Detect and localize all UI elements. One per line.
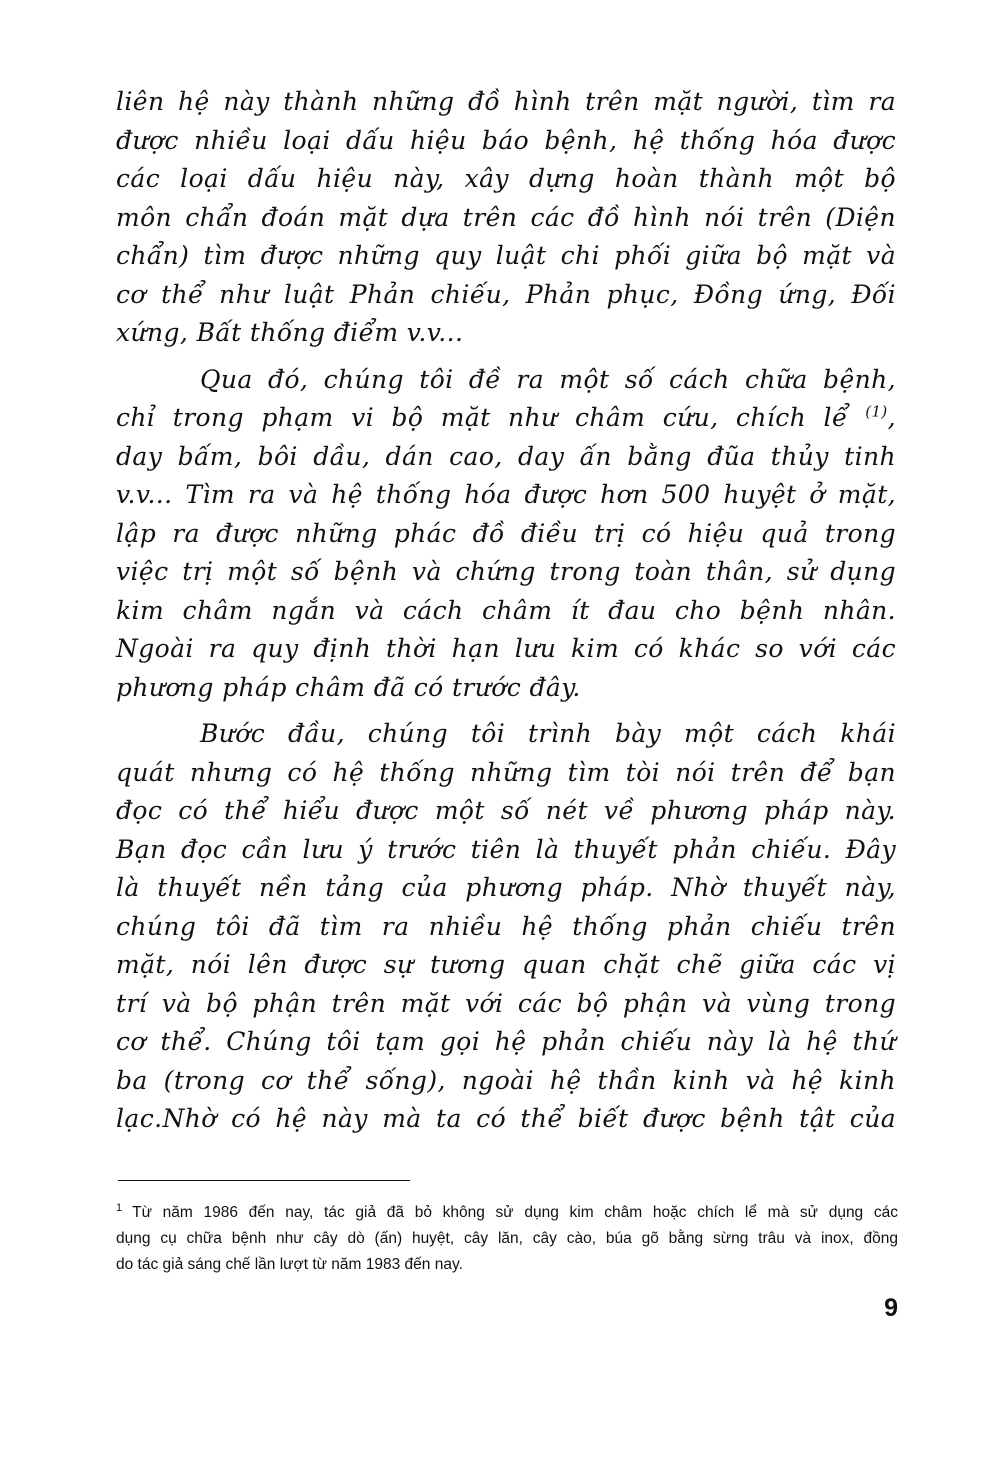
text-line: quát nhưng có hệ thống những tìm tòi nói trên để bạn	[116, 757, 896, 787]
footnote-line: dụng cụ chữa bệnh như cây dò (ấn) huyệt, cây lăn, cây cào, búa gõ bằng sừng trâu và inox, đồng	[116, 1230, 898, 1247]
text-line: liên hệ này thành những đồ hình trên mặt người, tìm ra	[116, 87, 896, 116]
main-text	[116, 83, 896, 1139]
text-line: ba (trong cơ thể sống), ngoài hệ thần kinh và hệ kinh	[116, 1065, 896, 1095]
footnote-line	[116, 1200, 898, 1226]
page-number: 9	[884, 1294, 898, 1322]
text-line: đọc có thể hiểu được một số nét về phương pháp này.	[116, 796, 896, 825]
text-line: day bấm, bôi dầu, dán cao, day ấn bằng đũa thủy tinh	[116, 441, 896, 471]
footnote-line: do tác giả sáng chế lần lượt từ năm 1983 đến nay.	[116, 1256, 463, 1273]
text-line: môn chẩn đoán mặt dựa trên các đồ hình nói trên (Diện	[116, 202, 896, 232]
text-line: mặt, nói lên được sự tương quan chặt chẽ giữa các vị	[116, 950, 896, 979]
text-line: Bạn đọc cần lưu ý trước tiên là thuyết phản chiếu. Đây	[116, 834, 896, 864]
footnote-divider	[118, 1180, 410, 1181]
text-line: là thuyết nền tảng của phương pháp. Nhờ thuyết này,	[116, 873, 896, 902]
text-line: chẩn) tìm được những quy luật chi phối giữa bộ mặt và	[116, 241, 896, 270]
text-line: Bước đầu, chúng tôi trình bày một cách khái	[200, 719, 896, 748]
footnote-reference[interactable]: (1)	[865, 402, 888, 421]
text-line: cơ thể. Chúng tôi tạm gọi hệ phản chiếu này là hệ thứ	[116, 1027, 896, 1056]
text-line: Qua đó, chúng tôi đề ra một số cách chữa bệnh,	[200, 364, 896, 394]
text-line: trí và bộ phận trên mặt với các bộ phận và vùng trong	[116, 988, 896, 1018]
text-line: chúng tôi đã tìm ra nhiều hệ thống phản chiếu trên	[116, 911, 896, 941]
text-line: xứng, Bất thống điểm v.v...	[116, 318, 464, 347]
text-line: các loại dấu hiệu này, xây dựng hoàn thành một bộ	[116, 164, 896, 193]
text-line: lập ra được những phác đồ điều trị có hiệu quả trong	[116, 518, 896, 548]
text-line: kim châm ngắn và cách châm ít đau cho bệnh nhân.	[116, 595, 896, 625]
text-line-segment: chỉ trong phạm vi bộ mặt như châm cứu, chích lể	[116, 403, 848, 432]
text-line: lạc.Nhờ có hệ này mà ta có thể biết được bệnh tật của	[116, 1104, 896, 1133]
text-line-suffix: ,	[887, 403, 896, 432]
footnote-marker: 1	[116, 1201, 123, 1214]
text-line: được nhiều loại dấu hiệu báo bệnh, hệ thống hóa được	[116, 125, 896, 155]
text-line: việc trị một số bệnh và chứng trong toàn thân, sử dụng	[116, 557, 896, 586]
text-line: v.v... Tìm ra và hệ thống hóa được hơn 500 huyệt ở mặt,	[116, 480, 896, 509]
text-line: Ngoài ra quy định thời hạn lưu kim có khác so với các	[116, 634, 896, 663]
text-line-with-footnote-ref	[116, 399, 896, 438]
footnote	[116, 1200, 898, 1278]
text-line: phương pháp châm đã có trước đây.	[116, 672, 581, 702]
text-line: cơ thể như luật Phản chiếu, Phản phục, Đồng ứng, Đối	[116, 279, 896, 309]
footnote-line-text: Từ năm 1986 đến nay, tác giả đã bỏ không sử dụng kim châm hoặc chích lể mà sử dụng các	[132, 1204, 898, 1221]
